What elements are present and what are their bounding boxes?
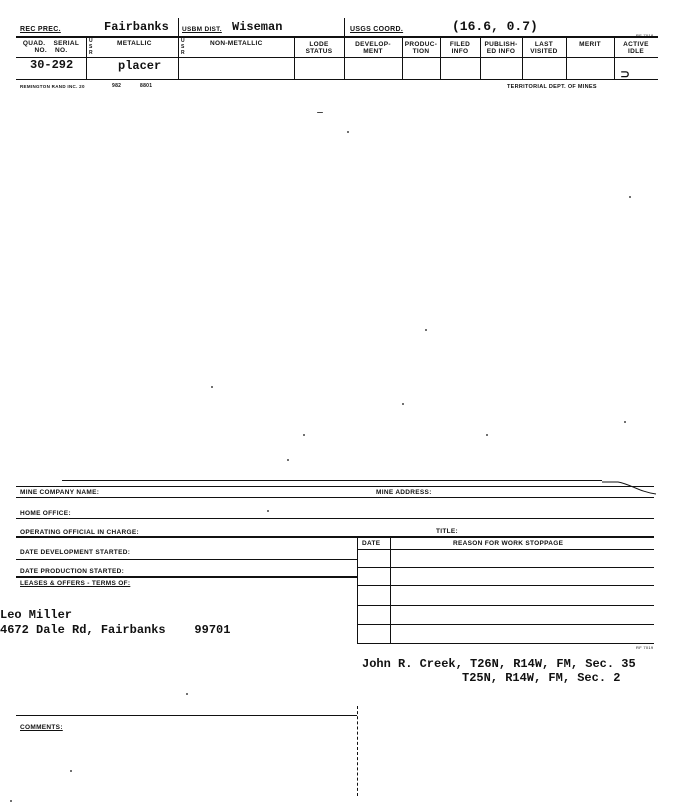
card-edge-curl — [600, 476, 658, 498]
row-rule — [16, 518, 654, 519]
divider — [344, 18, 345, 36]
col-published-info: PUBLISH- ED INFO — [484, 41, 518, 55]
owner-name: Leo Miller — [0, 608, 73, 622]
scan-speck — [303, 434, 305, 436]
mine-company-name-label: MINE COMPANY NAME: — [20, 489, 100, 496]
operating-official-label: OPERATING OFFICIAL IN CHARGE: — [20, 529, 139, 536]
usgs-coord-value: (16.6, 0.7) — [452, 19, 538, 34]
scan-speck — [402, 403, 404, 405]
date-col-label: DATE — [362, 540, 381, 547]
col-metallic: METALLIC — [117, 40, 152, 47]
header-rule — [16, 36, 658, 38]
location-line-1: John R. Creek, T26N, R14W, FM, Sec. 35 — [362, 657, 636, 671]
col-development: DEVELOP- MENT — [355, 41, 391, 55]
col-filed-info: FILED INFO — [449, 41, 471, 55]
metallic-value: placer — [118, 59, 162, 73]
col-merit: MERIT — [579, 41, 601, 48]
location-line-2: T25N, R14W, FM, Sec. 2 — [462, 671, 621, 685]
usbm-dist-label: USBM DIST. — [182, 26, 222, 33]
usbm-dist-value: Wiseman — [232, 20, 283, 34]
col-production: PRODUC- TION — [404, 41, 438, 55]
home-office-label: HOME OFFICE: — [20, 510, 71, 517]
usgs-coord-label: USGS COORD. — [350, 26, 404, 33]
row-rule — [16, 536, 654, 538]
date-production-started-label: DATE PRODUCTION STARTED: — [20, 568, 125, 575]
department-imprint: TERRITORIAL DEPT. OF MINES — [507, 84, 597, 90]
table-rule — [357, 549, 654, 550]
table-rule — [357, 567, 654, 568]
title-label: TITLE: — [436, 528, 459, 535]
table-divider — [357, 536, 358, 644]
col-divider — [294, 37, 295, 79]
printer-imprint: REMINGTON RAND INC. 20 — [20, 84, 85, 89]
active-mark-icon: ⊃ — [620, 67, 631, 81]
col-active-idle: ACTIVE IDLE — [623, 41, 649, 55]
divider — [178, 18, 179, 36]
scan-speck — [211, 386, 213, 388]
col-non-metallic: NON-METALLIC — [210, 40, 263, 47]
form-number-lower: RF 7019 — [636, 645, 654, 650]
col-us-nonmetallic: U S R — [181, 38, 185, 56]
table-divider — [390, 536, 391, 644]
col-last-visited: LAST VISITED — [530, 41, 558, 55]
rec-prec-label: REC PREC. — [20, 26, 61, 33]
col-divider — [402, 37, 403, 79]
row-bottom-rule — [16, 79, 658, 80]
leases-offers-label: LEASES & OFFERS - TERMS OF: — [20, 580, 131, 587]
scan-speck — [425, 329, 427, 331]
row-rule — [16, 576, 357, 578]
table-rule — [357, 643, 654, 644]
index-card-top — [0, 0, 678, 95]
table-rule — [357, 585, 654, 586]
scan-speck — [629, 196, 631, 198]
scan-speck — [317, 112, 323, 113]
col-us-metallic: U S R — [89, 38, 93, 56]
col-divider — [440, 37, 441, 79]
column-header-rule — [16, 57, 658, 58]
rec-prec-value: Fairbanks — [104, 20, 169, 34]
row-rule — [16, 486, 654, 487]
printer-code-2: 8801 — [140, 83, 153, 89]
col-divider — [480, 37, 481, 79]
owner-address: 4672 Dale Rd, Fairbanks 99701 — [0, 623, 231, 637]
panel-divider — [357, 706, 358, 796]
col-divider — [522, 37, 523, 79]
col-divider — [614, 37, 615, 79]
card-edge — [62, 480, 602, 481]
scan-speck — [486, 434, 488, 436]
col-lode-status: LODE STATUS — [305, 41, 333, 55]
reason-col-label: REASON FOR WORK STOPPAGE — [453, 540, 564, 547]
col-quad-serial: QUAD. SERIAL NO. NO. — [22, 40, 80, 54]
col-divider — [86, 37, 87, 79]
form-number: RF 7018 — [636, 33, 654, 38]
scan-speck — [347, 131, 349, 133]
index-card-bottom — [0, 470, 678, 807]
table-rule — [357, 605, 654, 606]
col-divider — [344, 37, 345, 79]
printer-code-1: 982 — [112, 83, 122, 89]
row-rule — [16, 559, 357, 560]
scan-speck — [287, 459, 289, 461]
row-rule — [16, 497, 654, 498]
col-divider — [178, 37, 179, 79]
col-divider — [566, 37, 567, 79]
comments-label: COMMENTS: — [20, 724, 63, 731]
date-development-started-label: DATE DEVELOPMENT STARTED: — [20, 549, 131, 556]
row-rule — [16, 715, 357, 716]
scan-speck — [624, 421, 626, 423]
table-rule — [357, 624, 654, 625]
mine-address-label: MINE ADDRESS: — [376, 489, 432, 496]
quad-serial-value: 30-292 — [30, 58, 74, 72]
